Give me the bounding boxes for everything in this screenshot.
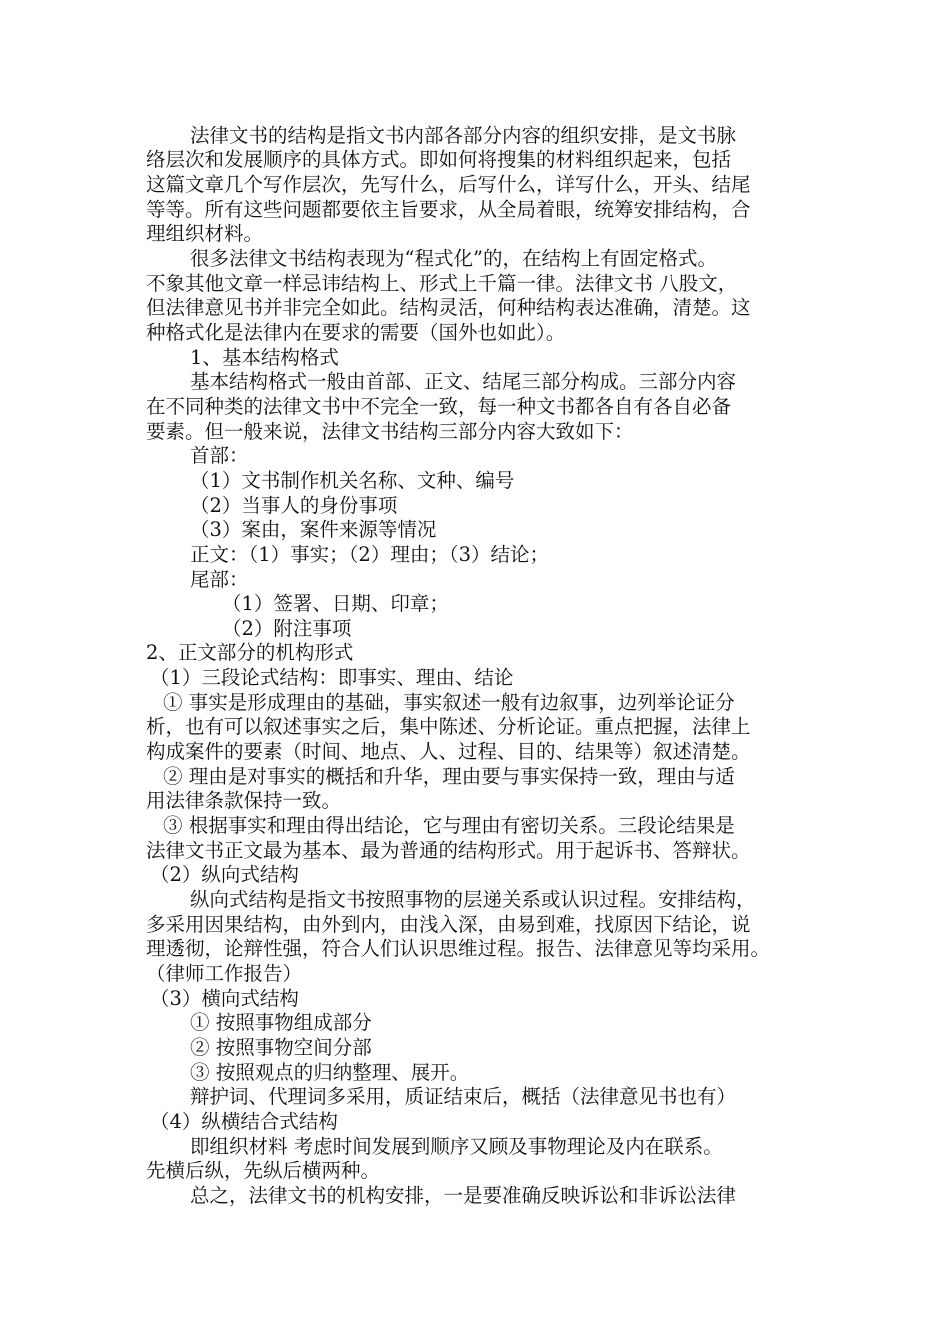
paragraph-line: 理组织材料。 — [146, 222, 264, 245]
paragraph-line: 即组织材料 考虑时间发展到顺序又顾及事物理论及内在联系。 — [190, 1135, 723, 1158]
paragraph-line: 等等。所有这些问题都要依主旨要求，从全局着眼，统筹安排结构，合 — [146, 198, 751, 221]
paragraph-line: 络层次和发展顺序的具体方式。即如何将搜集的材料组织起来，包括 — [146, 148, 732, 171]
paragraph-line: 基本结构格式一般由首部、正文、结尾三部分构成。三部分内容 — [190, 370, 737, 393]
list-heading: 尾部： — [190, 568, 249, 591]
paragraph-line: 先横后纵，先纵后横两种。 — [146, 1159, 381, 1182]
paragraph-line: ① 事实是形成理由的基础，事实叙述一般有边叙事，边列举论证分 — [163, 691, 735, 714]
list-item: （2）附注事项 — [222, 617, 352, 640]
list-item: ③ 按照观点的归纳整理、展开。 — [190, 1061, 470, 1084]
section-heading: 2、正文部分的机构形式 — [146, 641, 354, 664]
paragraph-line: （律师工作报告） — [146, 962, 303, 985]
paragraph-line: 很多法律文书结构表现为“程式化”的，在结构上有固定格式。 — [190, 247, 717, 270]
paragraph-line: 在不同种类的法律文书中不完全一致，每一种文书都各自有各自必备 — [146, 395, 732, 418]
list-heading: 首部： — [190, 444, 249, 467]
paragraph-line: ③ 根据事实和理由得出结论，它与理由有密切关系。三段论结果是 — [163, 814, 735, 837]
paragraph-line: 不象其他文章一样忌讳结构上、形式上千篇一律。法律文书 八股文， — [146, 272, 738, 295]
list-item: 正文：（1）事实；（2）理由；（3）结论； — [190, 543, 549, 566]
list-item: （1）签署、日期、印章； — [222, 592, 449, 615]
paragraph-line: 法律文书的结构是指文书内部各部分内容的组织安排，是文书脉 — [190, 124, 737, 147]
paragraph-line: 用法律条款保持一致。 — [146, 789, 342, 812]
list-item: （1）文书制作机关名称、文种、编号 — [190, 469, 515, 492]
list-item: （3）案由，案件来源等情况 — [190, 518, 437, 541]
paragraph-line: 法律文书正文最为基本、最为普通的结构形式。用于起诉书、答辩状。 — [146, 839, 751, 862]
section-heading: 1、基本结构格式 — [190, 346, 339, 369]
paragraph-line: ② 理由是对事实的概括和升华，理由要与事实保持一致，理由与适 — [163, 765, 735, 788]
paragraph-line: 这篇文章几个写作层次，先写什么，后写什么，详写什么，开头、结尾 — [146, 173, 751, 196]
paragraph-line: 纵向式结构是指文书按照事物的层递关系或认识过程。安排结构， — [190, 888, 756, 911]
paragraph-line: 要素。但一般来说，法律文书结构三部分内容大致如下： — [146, 420, 634, 443]
subsection-heading: （1）三段论式结构：即事实、理由、结论 — [150, 666, 514, 689]
list-item: ① 按照事物组成部分 — [190, 1011, 372, 1034]
paragraph-line: 多采用因果结构，由外到内，由浅入深，由易到难，找原因下结论，说 — [146, 913, 751, 936]
paragraph-line: 但法律意见书并非完全如此。结构灵活，何种结构表达准确，清楚。这 — [146, 296, 751, 319]
paragraph-line: 析，也有可以叙述事实之后，集中陈述、分析论证。重点把握，法律上 — [146, 715, 751, 738]
subsection-heading: （4）纵横结合式结构 — [150, 1110, 338, 1133]
list-item: （2）当事人的身份事项 — [190, 494, 398, 517]
paragraph-line: 辩护词、代理词多采用，质证结束后，概括（法律意见书也有） — [190, 1085, 737, 1108]
subsection-heading: （2）纵向式结构 — [150, 863, 299, 886]
paragraph-line: 理透彻，论辩性强，符合人们认识思维过程。报告、法律意见等均采用。 — [146, 937, 771, 960]
subsection-heading: （3）横向式结构 — [150, 987, 299, 1010]
list-item: ② 按照事物空间分部 — [190, 1036, 372, 1059]
paragraph-line: 构成案件的要素（时间、地点、人、过程、目的、结果等）叙述清楚。 — [146, 740, 751, 763]
paragraph-line: 种格式化是法律内在要求的需要（国外也如此）。 — [146, 321, 566, 344]
paragraph-line: 总之，法律文书的机构安排，一是要准确反映诉讼和非诉讼法律 — [190, 1184, 737, 1207]
